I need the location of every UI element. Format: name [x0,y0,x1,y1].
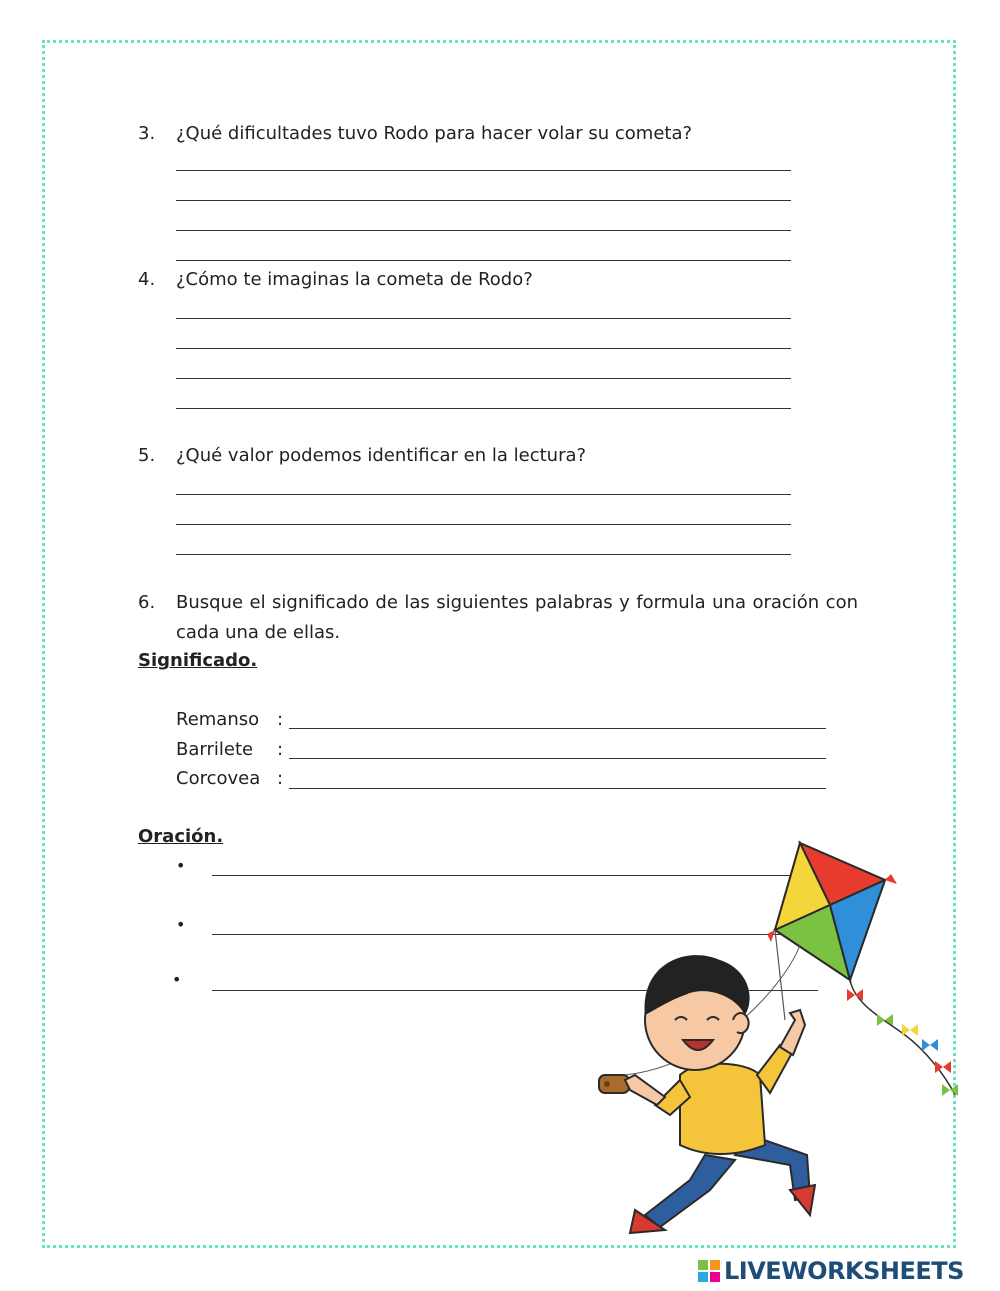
answer-line[interactable] [176,318,791,319]
answer-line[interactable] [176,408,791,409]
answer-line[interactable] [176,554,791,555]
question-3-number: 3. [138,123,156,144]
kite-icon [767,843,958,1096]
oracion-heading: Oración. [138,826,224,847]
liveworksheets-logo-icon [698,1260,720,1282]
boy-flying-kite-illustration [585,835,960,1235]
definition-line[interactable] [289,728,826,729]
answer-line[interactable] [176,170,791,171]
definition-line[interactable] [289,788,826,789]
question-5-text: ¿Qué valor podemos identificar en la lectura? [176,445,587,466]
word-separator: : [277,739,284,760]
spool-icon [599,1075,629,1093]
question-4-number: 4. [138,269,156,290]
question-6-number: 6. [138,592,156,613]
answer-line[interactable] [176,200,791,201]
answer-line[interactable] [176,260,791,261]
significado-heading: Significado. [138,650,258,671]
bullet: • [172,970,182,989]
liveworksheets-logo-text: LIVEWORKSHEETS [724,1257,964,1285]
question-5-number: 5. [138,445,156,466]
answer-line[interactable] [176,348,791,349]
word-separator: : [277,709,284,730]
question-4-text: ¿Cómo te imaginas la cometa de Rodo? [176,269,533,290]
word-separator: : [277,768,284,789]
bullet: • [176,915,186,934]
answer-line[interactable] [176,230,791,231]
answer-line[interactable] [176,494,791,495]
definition-line[interactable] [289,758,826,759]
question-6-text: Busque el significado de las siguientes palabras y formula una oración con cada una de ellas. [176,592,858,643]
question-3-text: ¿Qué dificultades tuvo Rodo para hacer volar su cometa? [176,123,693,144]
answer-line[interactable] [176,524,791,525]
word-barrilete: Barrilete [176,739,254,760]
liveworksheets-logo[interactable] [698,1258,964,1284]
word-remanso: Remanso [176,709,260,730]
word-corcovea: Corcovea [176,768,261,789]
answer-line[interactable] [176,378,791,379]
bullet: • [176,856,186,875]
